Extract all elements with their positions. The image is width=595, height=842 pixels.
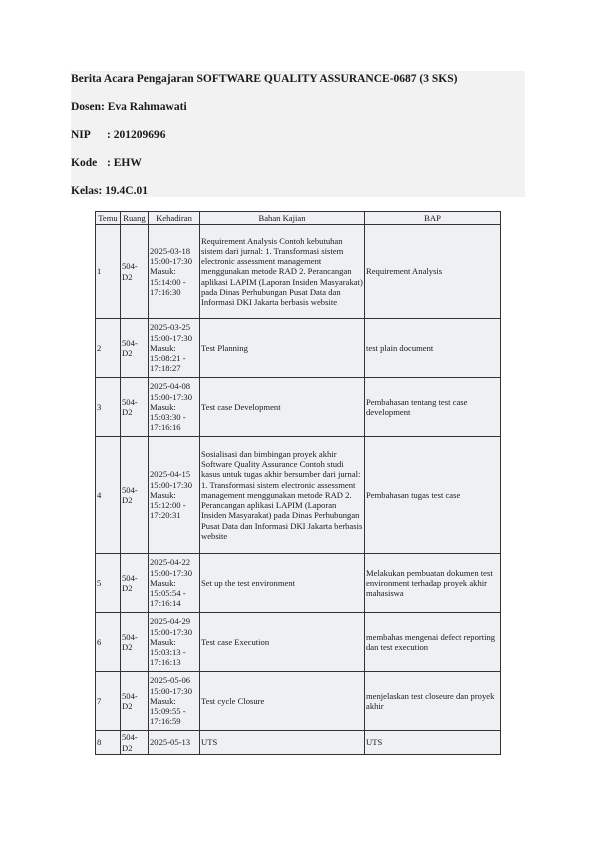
cell-ruang: 504-D2 [121, 554, 149, 613]
col-header-bap: BAP [365, 212, 501, 225]
table-row [96, 672, 501, 731]
cell-ruang: 504-D2 [121, 378, 149, 437]
cell-ruang: 504-D2 [121, 613, 149, 672]
cell-ruang: 504-D2 [121, 731, 149, 755]
cell-ruang: 504-D2 [121, 225, 149, 319]
cell-bap: Requirement Analysis [365, 225, 501, 319]
cell-bap: membahas mengenai defect reporting dan test execution [365, 613, 501, 672]
cell-temu: 3 [96, 378, 121, 437]
code-label: Kode [71, 157, 98, 169]
col-header-bahan-kajian: Bahan Kajian [200, 212, 365, 225]
cell-bahan-kajian: Sosialisasi dan bimbingan proyek akhir Software Quality Assurance Contoh studi kasus untuk tugas akhir bersumber dari jurnal: 1. Transformasi sistem electronic assessment management menggunakan metode RAD 2. Perancangan aplikasi LAPIM (Laporan Insiden Masyarakat) pada Dinas Perhubungan Pusat Data dan Informasi DKI Jakarta berbasis website [200, 437, 365, 554]
table-row [96, 554, 501, 613]
cell-kehadiran: 2025-03-18 15:00-17:30 Masuk: 15:14:00 - 17:16:30 [149, 225, 200, 319]
cell-bahan-kajian: Test case Execution [200, 613, 365, 672]
lecturer-line: Dosen: Eva Rahmawati [71, 101, 187, 113]
cell-temu: 4 [96, 437, 121, 554]
document-title: Berita Acara Pengajaran SOFTWARE QUALITY ASSURANCE-0687 (3 SKS) [71, 73, 458, 85]
col-header-kehadiran: Kehadiran [149, 212, 200, 225]
cell-kehadiran: 2025-05-06 15:00-17:30 Masuk: 15:09:55 - 17:16:59 [149, 672, 200, 731]
code-line [71, 156, 142, 170]
cell-bap: Melakukan pembuatan dokumen test environment terhadap proyek akhir mahasiswa [365, 554, 501, 613]
cell-kehadiran: 2025-04-22 15:00-17:30 Masuk: 15:05:54 - 17:16:14 [149, 554, 200, 613]
cell-kehadiran: 2025-04-08 15:00-17:30 Masuk: 15:03:30 - 17:16:16 [149, 378, 200, 437]
cell-bahan-kajian: Test Planning [200, 319, 365, 378]
cell-kehadiran: 2025-04-29 15:00-17:30 Masuk: 15:03:13 - 17:16:13 [149, 613, 200, 672]
cell-temu: 5 [96, 554, 121, 613]
cell-temu: 6 [96, 613, 121, 672]
cell-bahan-kajian: Requirement Analysis Contoh kebutuhan sistem dari jurnal: 1. Transformasi sistem electronic assessment management menggunakan metode RAD 2. Perancangan aplikasi LAPIM (Laporan Insiden Masyarakat) pada Dinas Perhubungan Pusat Data dan Informasi DKI Jakarta berbasis website [200, 225, 365, 319]
cell-ruang: 504-D2 [121, 319, 149, 378]
cell-bahan-kajian: Test cycle Closure [200, 672, 365, 731]
table-header-row [96, 212, 501, 225]
cell-bap: test plain document [365, 319, 501, 378]
teaching-record-table [95, 211, 501, 755]
cell-ruang: 504-D2 [121, 672, 149, 731]
nip-line [71, 128, 165, 142]
table-row [96, 613, 501, 672]
table-row [96, 225, 501, 319]
cell-bap: UTS [365, 731, 501, 755]
table-row [96, 319, 501, 378]
table-row [96, 731, 501, 755]
table-row [96, 437, 501, 554]
cell-kehadiran: 2025-05-13 [149, 731, 200, 755]
cell-bap: menjelaskan test closeure dan proyek akhir [365, 672, 501, 731]
cell-ruang: 504-D2 [121, 437, 149, 554]
code-value: : EHW [107, 157, 142, 169]
cell-bahan-kajian: Test case Development [200, 378, 365, 437]
cell-kehadiran: 2025-04-15 15:00-17:30 Masuk: 15:12:00 - 17:20:31 [149, 437, 200, 554]
cell-temu: 8 [96, 731, 121, 755]
cell-bahan-kajian: Set up the test environment [200, 554, 365, 613]
class-line: Kelas: 19.4C.01 [71, 185, 148, 197]
document-header [71, 71, 525, 197]
col-header-temu: Temu [96, 212, 121, 225]
nip-label: NIP [71, 129, 91, 141]
cell-temu: 1 [96, 225, 121, 319]
cell-temu: 7 [96, 672, 121, 731]
cell-kehadiran: 2025-03-25 15:00-17:30 Masuk: 15:08:21 - 17:18:27 [149, 319, 200, 378]
table-row [96, 378, 501, 437]
cell-bahan-kajian: UTS [200, 731, 365, 755]
col-header-ruang: Ruang [121, 212, 149, 225]
cell-temu: 2 [96, 319, 121, 378]
cell-bap: Pembahasan tentang test case development [365, 378, 501, 437]
cell-bap: Pembahasan tugas test case [365, 437, 501, 554]
nip-value: : 201209696 [107, 129, 166, 141]
